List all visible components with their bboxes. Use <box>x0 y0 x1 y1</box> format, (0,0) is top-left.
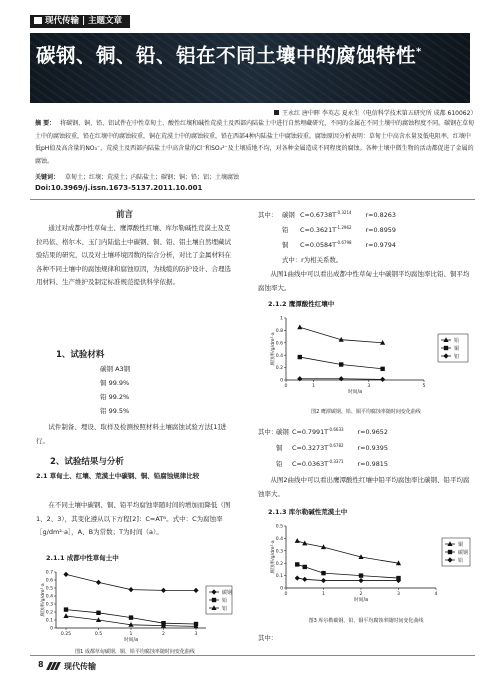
y-tick-label: 0 <box>50 626 53 632</box>
x-tick-label: 3 <box>194 632 198 637</box>
x-axis-label: 时间/a <box>353 598 369 603</box>
eq-r: r=0.9794 <box>365 241 396 250</box>
material-item: 铜 99.9% <box>100 379 130 387</box>
material-item: 碳钢 A3钢 <box>100 365 131 373</box>
equation-row <box>276 443 388 452</box>
data-point <box>295 538 300 543</box>
eq-metal: 铅 <box>282 226 289 235</box>
data-point <box>359 573 363 577</box>
data-point <box>161 588 166 593</box>
data-point <box>128 587 133 592</box>
y-tick-label: 0.6 <box>275 341 283 347</box>
authors-text: 王永红 唐中晖 李英志 夏永生（电信科学技术第五研究所 成都 610062） <box>282 110 477 117</box>
y-tick-label: 0.8 <box>275 329 283 334</box>
data-point <box>297 376 302 381</box>
y-tick-label: 0.2 <box>45 610 53 616</box>
data-point <box>297 325 302 330</box>
footer-logo-text: 现代传输 <box>64 662 96 671</box>
article-title <box>36 40 422 68</box>
x-tick-label: 1 <box>312 384 316 389</box>
data-point <box>321 571 325 575</box>
equation-row <box>282 240 396 249</box>
y-tick-label: 0.6 <box>45 578 53 584</box>
y-tick-label: 0.5 <box>275 524 283 530</box>
tag-square-icon <box>34 17 42 24</box>
data-point <box>380 377 385 382</box>
abstract-text: 将碳钢、铜、铅、铝试件在中性草甸土、酸性红壤和碱性荒漠土及西部内陆盐土中进行自然埋藏研究，不同的金属在不同土壤中的腐蚀程度不同。碳钢在草甸土中的腐蚀较重，铅在红壤中的腐蚀较重，铜在荒漠土中的腐蚀较重，铅在西部4种内陆盐土中腐蚀较重。腐蚀原因分析表明：草甸土中高含水量及低电阻率，红壤中低pH值及高含量的NO₃⁻，荒漠土及西部内陆盐土中高含量的Cl⁻和SO₄²⁻及土壤质地不均，对各种金属造成不同程度的腐蚀。各种土壤中微生物的活动都促进了金属的腐蚀。 <box>35 120 475 165</box>
abstract-label: 摘 要： <box>35 120 56 127</box>
x-axis-label: 时间/a <box>347 390 363 395</box>
footer-logo <box>48 661 96 672</box>
eq-formula: C=0.7991T <box>292 428 329 437</box>
eq-note: 式中：r为相关系数。 <box>282 256 343 264</box>
keywords-label: 关键词： <box>35 174 60 181</box>
series-line <box>297 541 398 563</box>
y-tick-label: 0 <box>280 378 283 384</box>
data-point <box>321 578 326 583</box>
figure2-caption: 图2 鹰潭碳钢、铅、铜平均腐蚀率随时间变化曲线 <box>311 409 421 415</box>
bullet-square-icon <box>274 110 279 115</box>
data-point <box>339 376 344 381</box>
figure1-caption: 图1 成都草甸碳钢、铜、铅平均腐蚀率随时间变化曲线 <box>75 649 195 655</box>
x-tick-label: 5 <box>422 384 426 389</box>
section21-text: 在不同土壤中碳钢、铜、铅平均腐蚀率随时间的增加而降低（图1、2、3），其变化遵从以下方程[2]：C=ATᴮ。式中：C为腐蚀率［g/dm²·a］，A、B为常数；T为时间（a）。 <box>36 501 231 536</box>
material-item: 铝 99.5% <box>100 407 130 415</box>
data-point <box>129 615 133 619</box>
section1-heading: 1、试验材料 <box>56 350 105 360</box>
figure2-chart <box>258 312 474 404</box>
legend-label: 铝 <box>222 605 228 612</box>
x-tick-label: 2 <box>162 632 165 637</box>
eq-intro: 其中： <box>258 428 278 437</box>
section212-heading: 2.1.2 鹰潭酸性红壤中 <box>268 300 335 308</box>
keywords <box>35 172 239 181</box>
paragraph-fig1: 从图1曲线中可以看出成都中性草甸土中碳钢平均腐蚀率比铅、铜平均腐蚀率大。 <box>258 270 470 292</box>
x-tick-label: 1 <box>129 632 133 637</box>
x-tick-label: 0.5 <box>94 632 103 637</box>
x-axis-label: 时间/a <box>123 638 139 643</box>
equation-row <box>282 225 396 234</box>
section211-heading: 2.1.1 成都中性草甸土中 <box>46 554 119 562</box>
data-point <box>380 367 384 371</box>
data-point <box>302 577 307 582</box>
data-point <box>448 550 452 554</box>
eq-exponent: -1.2962 <box>336 225 352 230</box>
eq-exponent: -0.6798 <box>336 240 352 245</box>
doi: Doi:10.3969/j.issn.1673-5137.2011.10.001 <box>35 184 203 192</box>
eq-r: r=0.9815 <box>357 460 388 469</box>
preface-heading: 前言 <box>116 210 134 220</box>
legend-label: 铝 <box>454 353 460 360</box>
data-point <box>303 565 307 569</box>
data-point <box>444 346 448 350</box>
eq-exponent: -0.3214 <box>336 210 352 215</box>
eq-intro: 其中： <box>258 211 278 220</box>
eq-metal: 碳钢 <box>276 428 289 437</box>
legend-label: 铜 <box>454 345 460 352</box>
eq-formula: C=0.6738T <box>300 211 337 220</box>
figure3-caption: 图3 库尔勒碳钢、铅、铜平均腐蚀率随时间变化曲线 <box>308 618 424 624</box>
legend-label: 铅 <box>458 557 464 564</box>
y-tick-label: 0.3 <box>275 549 283 555</box>
y-tick-label: 0.1 <box>275 574 283 580</box>
title-star: * <box>416 46 422 58</box>
eq-formula: C=0.3273T <box>292 444 329 453</box>
section2-heading: 2、试验结果与分析 <box>50 457 124 467</box>
data-point <box>96 611 100 615</box>
data-point <box>295 575 300 580</box>
x-tick-label: 1 <box>322 592 325 597</box>
section1-text: 试件制备、埋设、取样及检测按照材料土壤腐蚀试验方法[1]进行。 <box>36 423 227 445</box>
y-tick-label: 0.4 <box>45 594 53 600</box>
x-tick-label: 0.25 <box>60 632 72 637</box>
section-tag-text: 现代传输 | 主题文章 <box>45 16 123 26</box>
x-tick-label: 0 <box>284 384 288 389</box>
preface-text: 通过对成都中性草甸土、鹰潭酸性红壤、库尔勒碱性荒漠土及克拉玛依、格尔木、玉门内陆盐土中碳钢、铜、铅、铝土壤自然埋藏试验结果的研究，以及对土壤环境因数的综合分析，对比了金属材料在各种不同土壤中的腐蚀规律和腐蚀原因，为线缆的防护设计、合理选用材料、生产维护及制定标准规范提供科学依据。 <box>36 224 231 286</box>
series-line <box>297 564 398 578</box>
data-point <box>64 607 68 611</box>
legend-label: 铜 <box>458 541 464 548</box>
data-point <box>96 580 101 585</box>
data-point <box>63 613 68 618</box>
eq-exponent: -0.6633 <box>328 427 344 432</box>
legend-label: 铅 <box>454 337 460 344</box>
y-tick-label: 0.4 <box>275 537 283 542</box>
y-tick-label: 1 <box>280 316 283 322</box>
y-tick-label: 0.2 <box>275 561 283 567</box>
data-point <box>295 562 299 566</box>
eq-r: r=0.9652 <box>357 428 388 437</box>
data-point <box>358 578 363 583</box>
figure3-chart <box>258 520 474 612</box>
x-tick-label: 4 <box>434 592 438 597</box>
data-point <box>298 355 302 359</box>
x-tick-label: 3 <box>397 592 400 597</box>
section213-heading: 2.1.3 库尔勒碱性荒漠土中 <box>268 508 348 516</box>
title-text: 碳钢、铜、铅、铝在不同土壤中的腐蚀特性 <box>36 44 417 67</box>
y-tick-label: 0.7 <box>45 570 53 576</box>
equation-row <box>258 427 388 436</box>
divider <box>30 199 475 200</box>
y-axis-label: 腐蚀率/g/dm²·a <box>41 583 46 617</box>
eq-metal: 铜 <box>276 444 283 453</box>
keywords-text: 草甸土；红壤；荒漠土；内陆盐土；碳钢；铜；铅；铝；土壤腐蚀 <box>65 174 240 181</box>
eq-r: r=0.8263 <box>365 211 396 220</box>
x-tick-label: 3 <box>367 384 371 389</box>
paragraph-fig2: 从图2曲线中可以看出鹰潭酸性红壤中铅平均腐蚀率比碳钢、铅平均腐蚀率大。 <box>258 476 470 498</box>
eq-formula: C=0.3621T <box>300 226 337 235</box>
material-item: 铅 99.2% <box>100 393 130 401</box>
equation-row <box>276 459 388 468</box>
eq-metal: 碳钢 <box>282 211 295 220</box>
abstract <box>35 118 475 168</box>
eq-metal: 铜 <box>282 241 289 250</box>
x-tick-label: 0 <box>284 592 288 597</box>
y-axis-label: 腐蚀率/g/dm²·a <box>271 332 276 366</box>
legend-label: 碳钢 <box>458 549 469 556</box>
eq-formula: C=0.0363T <box>292 460 329 469</box>
eq-formula: C=0.0584T <box>300 241 337 250</box>
y-tick-label: 0 <box>280 586 283 592</box>
eq-r: r=0.8959 <box>365 226 396 235</box>
y-tick-label: 0.4 <box>275 353 283 359</box>
series-line <box>297 578 398 580</box>
page-number: 8 <box>38 660 44 669</box>
legend-label: 铅 <box>222 597 228 604</box>
authors-line <box>274 108 476 117</box>
eq-r: r=0.9395 <box>357 444 388 453</box>
data-point <box>339 362 343 366</box>
y-axis-label: 腐蚀率/g/dm²·a <box>271 540 276 574</box>
data-point <box>212 598 216 602</box>
tail-text: 其中： <box>258 634 278 642</box>
data-point <box>193 588 198 593</box>
section-tag <box>30 15 130 28</box>
eq-exponent: -0.6782 <box>328 443 344 448</box>
legend-label: 碳钢 <box>222 589 233 596</box>
figure1-chart <box>34 566 234 646</box>
section21-heading: 2.1 草甸土、红壤、荒漠土中碳钢、铜、铅腐蚀规律比较 <box>36 472 200 480</box>
y-tick-label: 0.5 <box>45 586 53 592</box>
eq-metal: 铅 <box>276 460 283 469</box>
y-tick-label: 0.2 <box>275 366 283 372</box>
x-tick-label: 2 <box>359 592 363 597</box>
footer-divider <box>30 655 475 656</box>
data-point <box>63 572 68 577</box>
y-tick-label: 0.1 <box>45 618 53 624</box>
equation-row <box>258 210 396 219</box>
eq-exponent: -0.3371 <box>328 459 344 464</box>
y-tick-label: 0.3 <box>45 602 53 608</box>
